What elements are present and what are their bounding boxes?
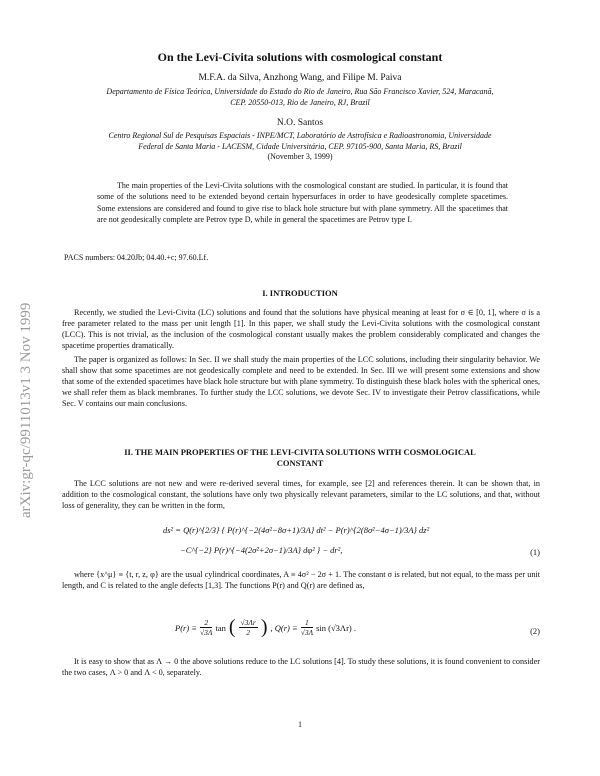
eq2-tan: tan — [215, 622, 226, 633]
author-list: M.F.A. da Silva, Anzhong Wang, and Filipe M. Paiva — [198, 73, 402, 83]
eq2-frac-3-num: 1 — [301, 618, 313, 628]
eq2-paren-open: ( — [228, 616, 236, 638]
equation-1-line-1: ds² = Q(r)^{2/3} { P(r)^{−2(4σ²−8σ+1)/3A} dt² − P(r)^{2(8σ²−4σ−1)/3A} dz² — [163, 525, 430, 535]
affiliation-1-line-2: CEP. 20550-013, Rio de Janeiro, RJ, Brazil — [230, 98, 370, 107]
eq2-frac-1-den: √3Λ — [200, 628, 213, 637]
abstract: The main properties of the Levi-Civita solutions with the cosmological constant are studied. In particular, it is found that some of the solutions need to be extended beyond certain hypersurfaces in order to have geodesically complete spacetimes. Some extensions are considered and found to give rise to black hole structure but with plane symmetry. All the spacetimes that are not geodesically complete are Petrov type D, while in general the spacetimes are Petrov type I. — [97, 181, 508, 224]
eq2-q-def: , Q(r) ≡ — [270, 622, 298, 633]
intro-paragraph-2: The paper is organized as follows: In Sec. II we shall study the main properties of the LCC solutions, including their singularity behavior. We shall show that some spacetimes are not geodesically complete and need to be extended. In Sec. III we will present some extensions and show that some of the extended spacetimes have black hole structure but with plane symmetry. To distinguish these black holes with the spherical ones, we shall refer them as black membranes. To further study the LCC solutions, we devote Sec. IV to investigate their Petrov classifications, while Sec. V contains our main conclusions. — [62, 355, 540, 409]
page-number: 1 — [298, 720, 302, 729]
intro-paragraph-1: Recently, we studied the Levi-Civita (LC) solutions and found that the solutions have physical meaning at least for σ ∈ [0, 1], where σ is a free parameter related to the mass per unit length [1]. In this paper, we shall study the Levi-Civita solutions with the cosmological constant (LCC). This is not trivial, as the inclusion of the cosmological constant usually makes the problem considerably complicated and changes the spacetime properties dramatically. — [62, 308, 540, 351]
section-2-paragraph-1: The LCC solutions are not new and were re-derived several times, for example, see [2] and references therein. It can be shown that, in addition to the cosmological constant, the solutions have only two physically relevant parameters, similar to the LC solutions, and that, without loss of generality, they can be written in the form, — [62, 479, 540, 511]
section-2-heading-line-2: CONSTANT — [276, 458, 324, 468]
section-2-paragraph-2: where {x^μ} ≡ {t, r, z, φ} are the usual cylindrical coordinates, A ≡ 4σ² − 2σ + 1. The constant σ is related, but not equal, to the mass per unit length, and C is related to the angle defects [1,3]. The functions P(r) and Q(r) are defined as, — [62, 570, 540, 591]
eq2-frac-2 — [239, 618, 258, 637]
second-author: N.O. Santos — [276, 118, 324, 128]
arxiv-side-stamp — [14, 200, 36, 520]
affiliation-2-line-2: Federal de Santa Maria - LACESM, Cidade Universitária, CEP. 97105-900, Santa Maria, RS, Brazil — [138, 142, 462, 151]
equation-1-line-2: −C^{−2} P(r)^{−4(2σ²+2σ−1)/3A} dφ² } − dr², — [180, 545, 343, 555]
eq2-frac-3 — [301, 618, 313, 637]
pacs-numbers: PACS numbers: 04.20Jb; 04.40.+c; 97.60.Lf. — [64, 253, 209, 262]
equation-1-number: (1) — [530, 547, 540, 557]
eq2-sin: sin (√3Λr) . — [316, 622, 356, 633]
paper-title: On the Levi-Civita solutions with cosmological constant — [157, 50, 443, 64]
section-1-heading: I. INTRODUCTION — [262, 288, 338, 298]
eq2-frac-2-num: √3Λr — [240, 618, 256, 627]
eq2-frac-3-den: √3Λ — [300, 628, 314, 637]
eq2-frac-1 — [200, 618, 212, 637]
arxiv-id: arXiv:gr-qc/9911013v1 3 Nov 1999 — [18, 302, 34, 518]
section-2-heading-line-1: II. THE MAIN PROPERTIES OF THE LEVI-CIVITA SOLUTIONS WITH COSMOLOGICAL — [124, 447, 476, 457]
eq2-frac-2-den: 2 — [246, 628, 251, 637]
affiliation-2-line-1: Centro Regional Sul de Pesquisas Espaciais - INPE/MCT, Laboratório de Astrofísica e Radioastronomia, Universidade — [108, 131, 492, 140]
eq2-frac-1-num: 2 — [200, 618, 212, 628]
affiliation-1-line-1: Departamento de Física Teórica, Universidade do Estado do Rio de Janeiro, Rua São Francisco Xavier, 524, Maracanã, — [106, 87, 494, 96]
paper-date: (November 3, 1999) — [267, 152, 333, 161]
eq2-p-def: P(r) ≡ — [175, 622, 198, 633]
equation-2 — [175, 616, 356, 639]
section-2-paragraph-3: It is easy to show that as Λ → 0 the above solutions reduce to the LC solutions [4]. To study these solutions, it is found convenient to consider the two cases, Λ > 0 and Λ < 0, separately. — [62, 657, 540, 678]
eq2-paren-close: ) — [260, 616, 268, 638]
equation-2-number: (2) — [530, 626, 540, 636]
